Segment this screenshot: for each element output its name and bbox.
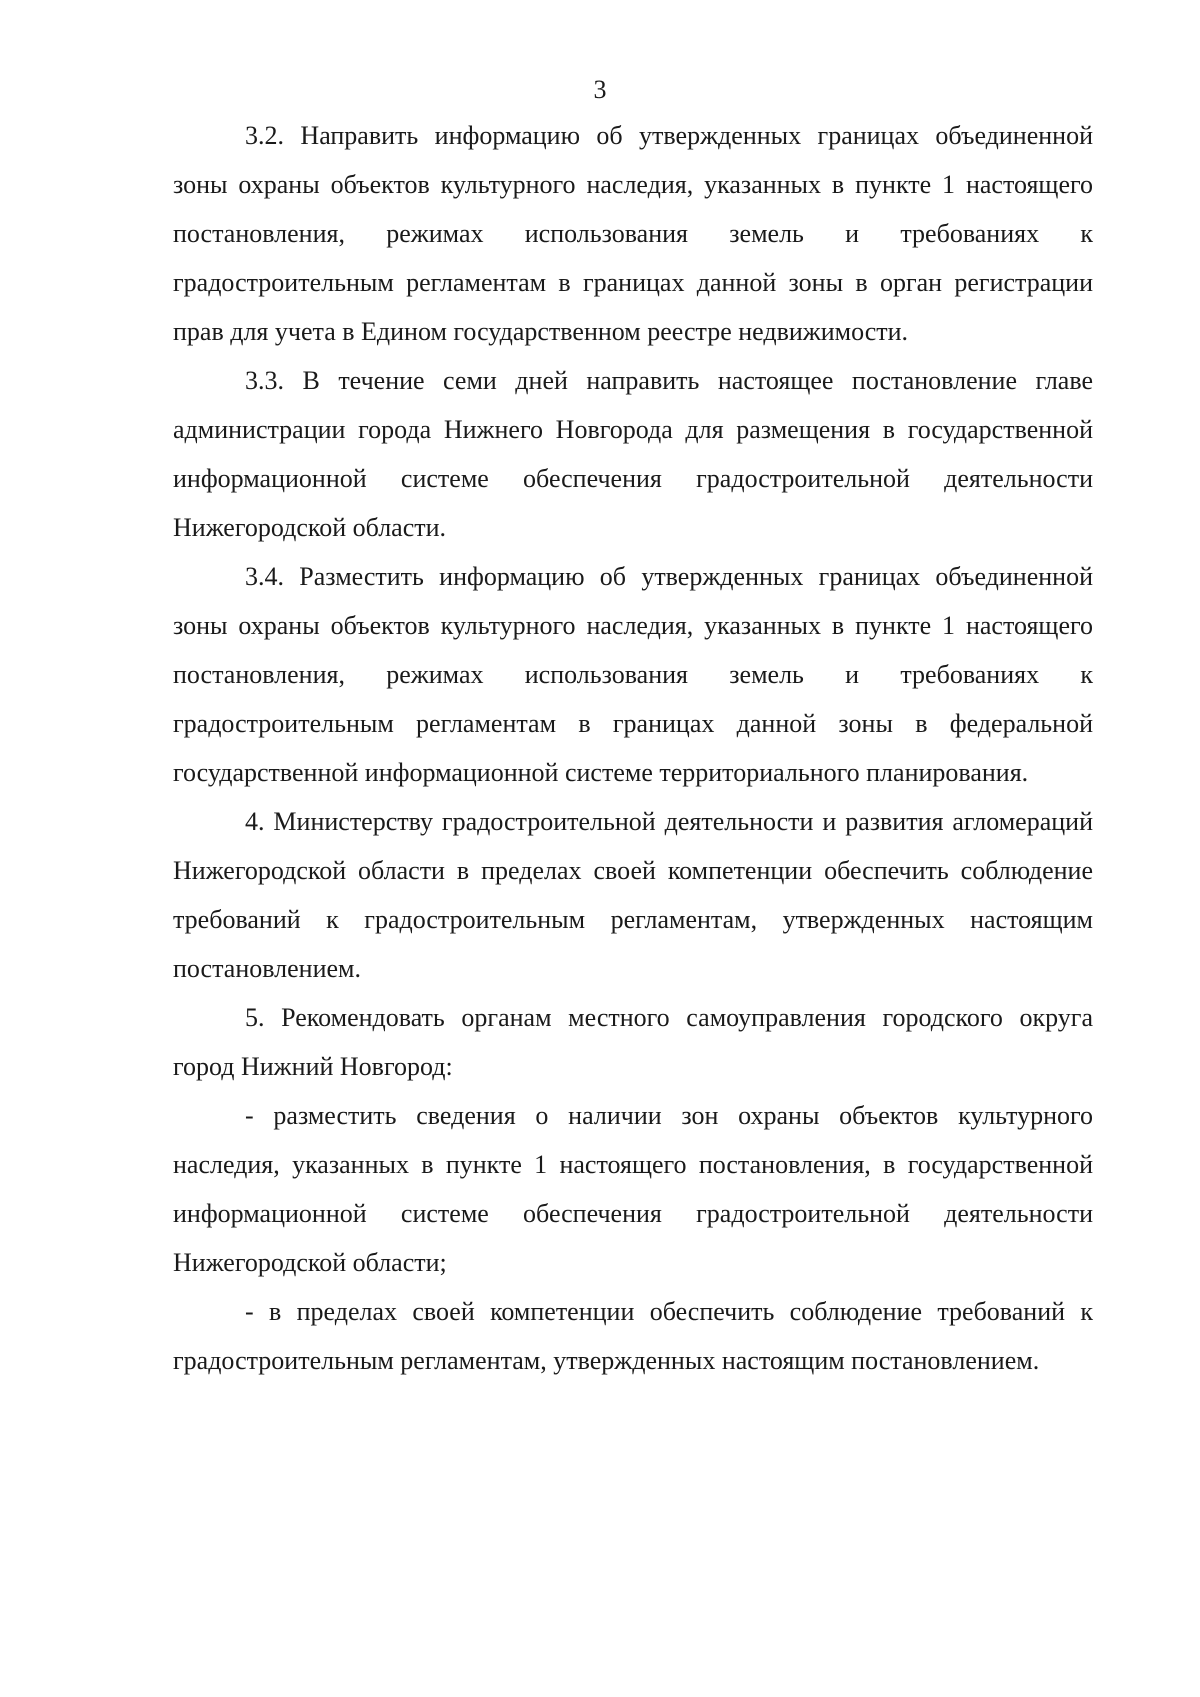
paragraph-3-3: 3.3. В течение семи дней направить настоящее постановление главе администрации города Нижнего Новгорода для размещения в государственной информационной системе обеспечения градостроительной деятельности Нижегородской области. — [173, 366, 1093, 542]
paragraph-5: 5. Рекомендовать органам местного самоуправления городского округа город Нижний Новгород: — [173, 1003, 1093, 1081]
list-item-publish-info: - разместить сведения о наличии зон охраны объектов культурного наследия, указанных в пункте 1 настоящего постановления, в государственной информационной системе обеспечения градостроительной деятельности Нижегородской области; — [173, 1101, 1093, 1277]
list-item-ensure-compliance: - в пределах своей компетенции обеспечить соблюдение требований к градостроительным регламентам, утвержденных настоящим постановлением. — [173, 1297, 1093, 1375]
paragraph-3-4: 3.4. Разместить информацию об утвержденных границах объединенной зоны охраны объектов культурного наследия, указанных в пункте 1 настоящего постановления, режимах использования земель и требованиях к градостроительным регламентам в границах данной зоны в федеральной государственной информационной системе территориального планирования. — [173, 562, 1093, 787]
paragraph-4: 4. Министерству градостроительной деятельности и развития агломераций Нижегородской области в пределах своей компетенции обеспечить соблюдение требований к градостроительным регламентам, утвержденных настоящим постановлением. — [173, 807, 1093, 983]
page-number: 3 — [593, 75, 607, 104]
document-body — [173, 111, 1093, 1385]
paragraph-3-2: 3.2. Направить информацию об утвержденных границах объединенной зоны охраны объектов культурного наследия, указанных в пункте 1 настоящего постановления, режимах использования земель и требованиях к градостроительным регламентам в границах данной зоны в орган регистрации прав для учета в Едином государственном реестре недвижимости. — [173, 121, 1093, 346]
